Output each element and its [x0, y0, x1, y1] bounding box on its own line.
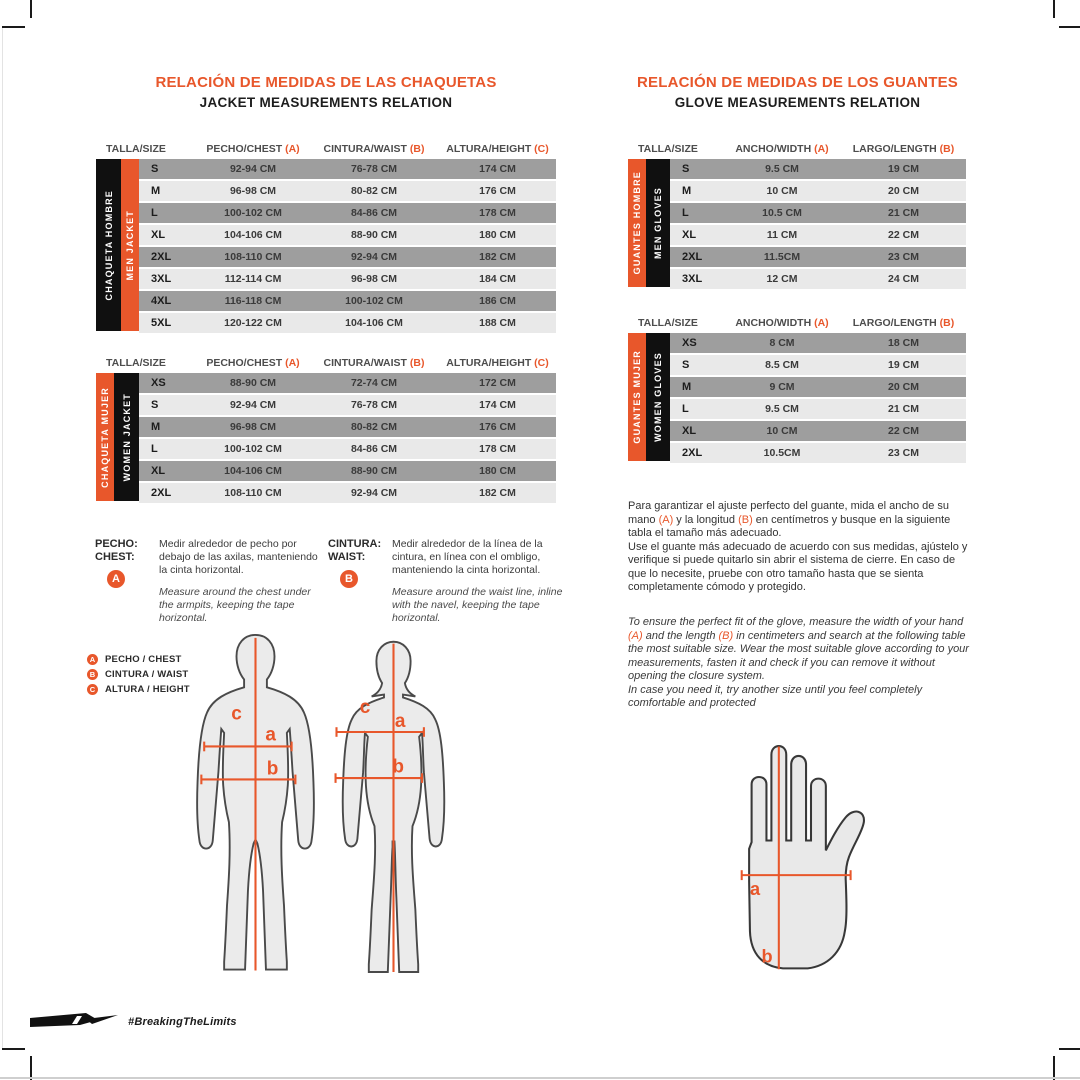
table-row: [139, 181, 556, 201]
cell-size: M: [682, 185, 692, 197]
inline-letter-ref: (A): [658, 513, 674, 526]
gloves-instructions-en: [628, 616, 974, 711]
cell-value: 19 CM: [888, 163, 919, 175]
column-header: ANCHO/WIDTH (A): [735, 143, 829, 155]
cell-value: 10.5CM: [763, 447, 801, 459]
cell-value: 178 CM: [479, 443, 516, 455]
side-label-en-text: MEN GLOVES: [653, 186, 663, 259]
table-row: [670, 333, 966, 353]
woman-waist-label: b: [392, 756, 405, 778]
table-row: [670, 377, 966, 397]
hand-length-label: b: [761, 946, 773, 967]
cell-value: 8 CM: [769, 337, 795, 349]
column-header: CINTURA/WAIST (B): [323, 357, 425, 369]
footer-hashtag: #BreakingTheLimits: [128, 1016, 237, 1028]
cell-size: XL: [151, 229, 166, 241]
table-row: [670, 225, 966, 245]
cell-size: L: [682, 403, 689, 415]
women-jacket-table-rows: [139, 373, 556, 503]
cell-value: 176 CM: [479, 185, 516, 197]
waist-note-en: Measure around the waist line, inline with the navel, keeping the tape horizontal.: [392, 586, 563, 624]
cell-value: 178 CM: [479, 207, 516, 219]
table-row: [670, 159, 966, 179]
men-gloves-table-header: [628, 143, 966, 155]
cell-value: 96-98 CM: [229, 185, 277, 197]
column-header: TALLA/SIZE: [638, 143, 698, 155]
cell-value: 21 CM: [888, 207, 919, 219]
cell-size: XL: [682, 229, 697, 241]
cell-value: 80-82 CM: [350, 185, 398, 197]
side-label-es-text: GUANTES MUJER: [632, 350, 642, 444]
cell-size: 3XL: [682, 273, 703, 285]
hand-width-label: a: [749, 878, 761, 899]
man-height-label: c: [231, 703, 242, 725]
men-jacket-table-header: [96, 143, 556, 155]
side-label-en-text: WOMEN GLOVES: [653, 352, 663, 442]
table-row: [139, 461, 556, 481]
gloves-title: [625, 74, 970, 112]
cell-value: 180 CM: [479, 465, 516, 477]
woman-chest-label: a: [394, 711, 406, 733]
inline-letter-ref: (B): [738, 513, 753, 526]
waist-measure-note: [328, 538, 568, 625]
table-row: [139, 483, 556, 503]
side-label-en-text: MEN JACKET: [125, 209, 135, 281]
text-segment: and the length: [642, 629, 719, 642]
side-label-es-text: CHAQUETA MUJER: [100, 386, 110, 488]
cell-value: 104-106 CM: [224, 229, 282, 241]
cell-value: 174 CM: [479, 399, 516, 411]
table-row: [670, 181, 966, 201]
side-label-es: [96, 373, 114, 501]
chest-label-en: CHEST:: [95, 551, 135, 563]
legend-c-label: ALTURA / HEIGHT: [105, 684, 190, 695]
legend-item-height: [87, 684, 190, 695]
cell-value: 10.5 CM: [762, 207, 802, 219]
cell-value: 9 CM: [769, 381, 795, 393]
side-label-en: [121, 159, 139, 331]
text-segment: Para garantizar el ajuste perfecto del guante, mida el ancho de su mano: [628, 500, 950, 526]
cell-value: 24 CM: [888, 273, 919, 285]
text-segment: Use el guante más adecuado de acuerdo con sus medidas, ajústelo y verifique si puede quitarlo sin abrir el sistema de cierre. En caso de que lo necesite, pruebe con otro tamaño hasta que se sienta completamente cómodo y protegido.: [628, 540, 968, 593]
cell-value: 176 CM: [479, 421, 516, 433]
cell-value: 19 CM: [888, 359, 919, 371]
cell-value: 20 CM: [888, 185, 919, 197]
cell-size: 3XL: [151, 273, 172, 285]
legend-item-waist: [87, 669, 190, 680]
jackets-title-en: JACKET MEASUREMENTS RELATION: [199, 94, 453, 110]
cell-value: 112-114 CM: [224, 273, 282, 285]
column-header: TALLA/SIZE: [106, 143, 166, 155]
women-gloves-table-rows: [670, 333, 966, 463]
legend-c-badge: C: [87, 684, 98, 695]
chest-note-es: Medir alrededor de pecho por debajo de las axilas, manteniendo la cinta horizontal.: [159, 538, 318, 576]
cell-value: 104-106 CM: [224, 465, 282, 477]
men-gloves-table: [628, 143, 966, 291]
cell-value: 10 CM: [766, 185, 798, 197]
column-header: LARGO/LENGTH (B): [852, 317, 955, 329]
chest-letter-badge: A: [107, 570, 125, 588]
chest-measure-note: [95, 538, 327, 625]
brand-logo: [30, 1010, 120, 1034]
cell-size: S: [151, 399, 159, 411]
cell-value: 96-98 CM: [229, 421, 277, 433]
column-header: ANCHO/WIDTH (A): [735, 317, 829, 329]
side-label-en: [114, 373, 139, 501]
women-gloves-table: [628, 317, 966, 465]
cell-value: 92-94 CM: [350, 251, 398, 263]
men-jacket-table-rows: [139, 159, 556, 333]
man-chest-label: a: [265, 724, 276, 746]
table-row: [670, 247, 966, 267]
cell-size: XS: [151, 377, 166, 389]
body-measurement-diagram: [188, 630, 473, 990]
woman-figure: [336, 642, 445, 972]
cell-size: M: [151, 185, 161, 197]
cell-size: L: [682, 207, 689, 219]
women-gloves-table-header: [628, 317, 966, 329]
cell-value: 18 CM: [888, 337, 919, 349]
legend-item-chest: [87, 654, 190, 665]
hand-measurement-diagram: [712, 733, 877, 981]
cell-value: 11 CM: [766, 229, 798, 241]
waist-note-es: Medir alrededor de la línea de la cintura, en línea con el ombligo, manteniendo la cinta horizontal.: [392, 538, 543, 576]
cell-value: 8.5 CM: [765, 359, 799, 371]
cell-value: 22 CM: [888, 229, 919, 241]
column-header: PECHO/CHEST (A): [206, 143, 300, 155]
waist-label-es: CINTURA:: [328, 538, 382, 550]
gloves-title-en: GLOVE MEASUREMENTS RELATION: [674, 94, 921, 110]
crop-mark: [2, 26, 25, 28]
footer: [30, 1010, 237, 1034]
cell-size: 2XL: [682, 251, 703, 263]
page-bottom-line: [0, 1077, 1080, 1079]
men-jacket-table: [96, 143, 556, 335]
women-jacket-table: [96, 357, 556, 505]
cell-size: 2XL: [151, 251, 172, 263]
side-label-en: [646, 333, 670, 461]
cell-value: 88-90 CM: [229, 377, 277, 389]
cell-size: M: [682, 381, 692, 393]
cell-value: 88-90 CM: [350, 229, 398, 241]
cell-value: 10 CM: [766, 425, 798, 437]
table-row: [670, 355, 966, 375]
women-gloves-side-bars: [628, 333, 670, 461]
table-row: [670, 203, 966, 223]
cell-size: S: [682, 359, 690, 371]
cell-value: 100-102 CM: [224, 207, 282, 219]
table-row: [139, 225, 556, 245]
table-row: [670, 399, 966, 419]
legend-a-label: PECHO / CHEST: [105, 654, 182, 665]
page-edge-line: [2, 28, 3, 1048]
table-row: [139, 269, 556, 289]
cell-value: 100-102 CM: [224, 443, 282, 455]
measurement-legend: [87, 654, 190, 699]
cell-value: 88-90 CM: [350, 465, 398, 477]
side-label-es-text: GUANTES HOMBRE: [632, 171, 642, 275]
cell-value: 84-86 CM: [350, 443, 398, 455]
cell-size: XL: [682, 425, 697, 437]
chest-label-es: PECHO:: [95, 538, 138, 550]
cell-size: 2XL: [151, 487, 172, 499]
crop-mark: [1059, 1048, 1080, 1050]
column-header: TALLA/SIZE: [106, 357, 166, 369]
cell-value: 84-86 CM: [350, 207, 398, 219]
jackets-title-es: RELACIÓN DE MEDIDAS DE LAS CHAQUETAS: [155, 74, 497, 91]
crop-mark: [1053, 0, 1055, 18]
side-label-es: [96, 159, 121, 331]
table-row: [670, 443, 966, 463]
cell-size: S: [682, 163, 690, 175]
waist-letter-badge: B: [340, 570, 358, 588]
cell-value: 180 CM: [479, 229, 516, 241]
cell-value: 22 CM: [888, 425, 919, 437]
cell-value: 11.5CM: [763, 251, 801, 263]
inline-letter-ref: (A): [628, 629, 643, 642]
cell-value: 184 CM: [479, 273, 516, 285]
text-segment: in centimeters and search at the following table the most suitable size. Wear the most suitable glove according to your measurements, fasten it and check if you can remove it without opening the closure system.: [628, 629, 969, 682]
cell-value: 92-94 CM: [350, 487, 398, 499]
text-segment: In case you need it, try another size until you feel completely comfortable and protected: [628, 683, 923, 709]
side-label-es: [628, 159, 646, 287]
table-row: [139, 291, 556, 311]
table-row: [670, 269, 966, 289]
waist-label-en: WAIST:: [328, 551, 366, 563]
cell-value: 21 CM: [888, 403, 919, 415]
cell-value: 76-78 CM: [350, 399, 398, 411]
text-segment: y la longitud: [673, 513, 739, 526]
cell-value: 182 CM: [479, 251, 516, 263]
table-row: [139, 395, 556, 415]
column-header: ALTURA/HEIGHT (C): [446, 357, 549, 369]
crop-mark: [2, 1048, 25, 1050]
women-jacket-side-bars: [96, 373, 139, 501]
cell-value: 23 CM: [888, 251, 919, 263]
table-row: [139, 313, 556, 333]
column-header: ALTURA/HEIGHT (C): [446, 143, 549, 155]
cell-value: 186 CM: [479, 295, 516, 307]
cell-value: 23 CM: [888, 447, 919, 459]
men-jacket-side-bars: [96, 159, 139, 331]
chest-note-en: Measure around the chest under the armpits, keeping the tape horizontal.: [159, 586, 311, 624]
cell-value: 92-94 CM: [229, 399, 277, 411]
men-gloves-table-rows: [670, 159, 966, 289]
column-header: PECHO/CHEST (A): [206, 357, 300, 369]
cell-value: 100-102 CM: [345, 295, 403, 307]
cell-value: 182 CM: [479, 487, 516, 499]
text-segment: en centímetros y busque en la siguiente tabla el tamaño más adecuado.: [628, 513, 951, 539]
cell-size: M: [151, 421, 161, 433]
text-segment: To ensure the perfect fit of the glove, measure the width of your hand: [628, 616, 964, 628]
column-header: TALLA/SIZE: [638, 317, 698, 329]
cell-size: XL: [151, 465, 166, 477]
gloves-title-es: RELACIÓN DE MEDIDAS DE LOS GUANTES: [637, 74, 958, 91]
cell-value: 9.5 CM: [765, 403, 799, 415]
legend-b-label: CINTURA / WAIST: [105, 669, 189, 680]
table-row: [139, 439, 556, 459]
cell-value: 116-118 CM: [224, 295, 282, 307]
side-label-en-text: WOMEN JACKET: [121, 392, 132, 482]
gloves-instructions-es: [628, 500, 974, 595]
column-header: CINTURA/WAIST (B): [323, 143, 425, 155]
side-label-es-text: CHAQUETA HOMBRE: [103, 189, 114, 301]
legend-b-badge: B: [87, 669, 98, 680]
man-figure: [197, 635, 314, 971]
column-header: LARGO/LENGTH (B): [852, 143, 955, 155]
cell-size: 5XL: [151, 317, 172, 329]
table-row: [139, 417, 556, 437]
table-row: [670, 421, 966, 441]
crop-mark: [1059, 26, 1080, 28]
cell-size: 4XL: [151, 295, 172, 307]
cell-size: 2XL: [682, 447, 703, 459]
cell-value: 76-78 CM: [350, 163, 398, 175]
cell-value: 12 CM: [766, 273, 798, 285]
cell-size: L: [151, 207, 158, 219]
cell-value: 96-98 CM: [350, 273, 398, 285]
cell-value: 104-106 CM: [345, 317, 403, 329]
cell-size: L: [151, 443, 158, 455]
men-gloves-side-bars: [628, 159, 670, 287]
cell-value: 108-110 CM: [224, 251, 282, 263]
side-label-en: [646, 159, 670, 287]
cell-value: 174 CM: [479, 163, 516, 175]
cell-value: 108-110 CM: [224, 487, 282, 499]
cell-size: S: [151, 163, 159, 175]
cell-value: 120-122 CM: [224, 317, 282, 329]
woman-height-label: c: [359, 696, 371, 718]
cell-value: 172 CM: [479, 377, 516, 389]
cell-value: 80-82 CM: [350, 421, 398, 433]
table-row: [139, 373, 556, 393]
inline-letter-ref: (B): [718, 629, 734, 642]
cell-value: 92-94 CM: [229, 163, 277, 175]
jackets-title: [96, 74, 556, 112]
cell-size: XS: [682, 337, 697, 349]
side-label-es: [628, 333, 646, 461]
legend-a-badge: A: [87, 654, 98, 665]
table-row: [139, 159, 556, 179]
cell-value: 188 CM: [479, 317, 516, 329]
cell-value: 72-74 CM: [350, 377, 398, 389]
crop-mark: [30, 0, 32, 18]
table-row: [139, 247, 556, 267]
man-waist-label: b: [266, 758, 279, 780]
table-row: [139, 203, 556, 223]
women-jacket-table-header: [96, 357, 556, 369]
cell-value: 20 CM: [888, 381, 919, 393]
cell-value: 9.5 CM: [765, 163, 799, 175]
